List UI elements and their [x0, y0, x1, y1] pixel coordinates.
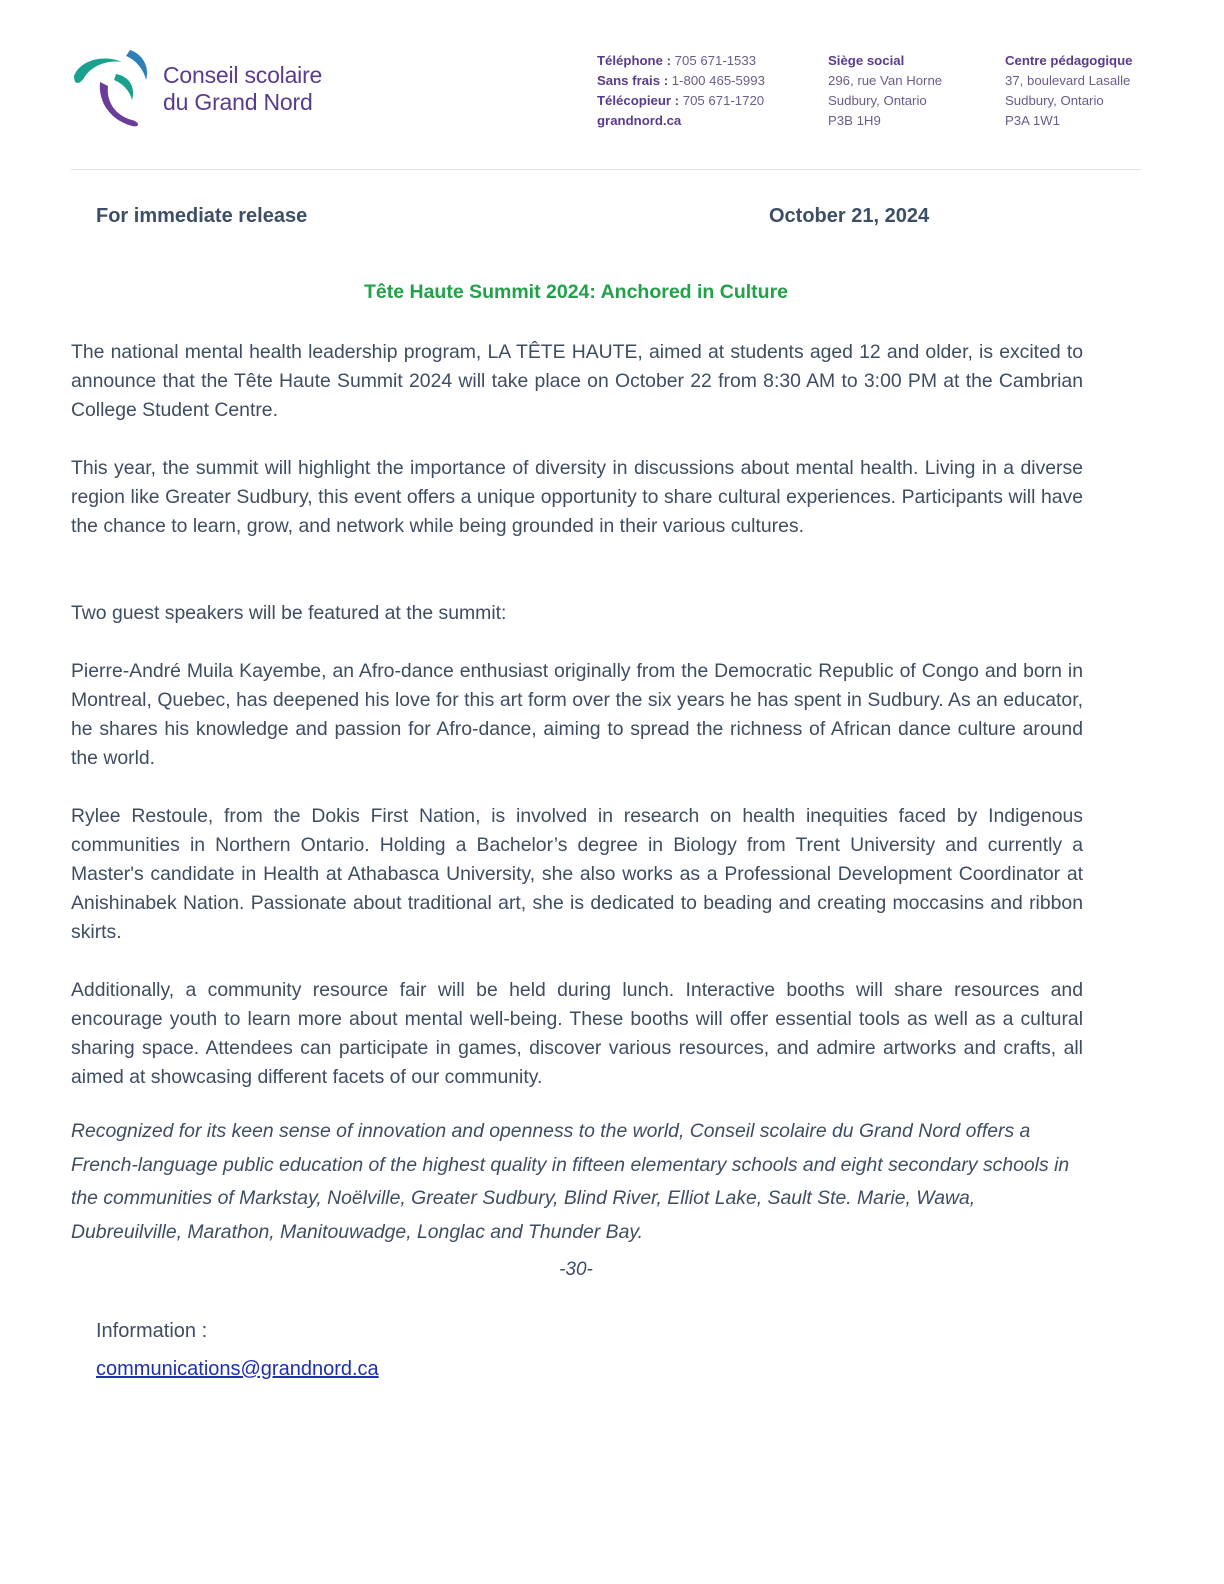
website-link[interactable]: grandnord.ca — [597, 113, 682, 128]
release-date: October 21, 2024 — [769, 205, 930, 227]
head-office-title: Siège social — [828, 53, 905, 68]
logo-line-2: du Grand Nord — [163, 89, 313, 115]
phone-value: 705 671-1533 — [671, 53, 757, 68]
head-office-postal: P3B 1H9 — [828, 113, 881, 128]
head-office-block — [828, 51, 942, 131]
tollfree-value: 1-800 465-5993 — [668, 73, 765, 88]
fax-value: 705 671-1720 — [679, 93, 765, 108]
about-paragraph: Recognized for its keen sense of innovation and openness to the world, Conseil scolaire du Grand Nord offers a French-language public education of the highest quality in fifteen elementary schools and eight secondary schools in the communities of Markstay, Noëlville, Greater Sudbury, Blind River, Elliot Lake, Sault Ste. Marie, Wawa, Dubreuilville, Marathon, Manitouwadge, Longlac and Thunder Bay. — [71, 1120, 1070, 1243]
contact-block — [597, 51, 765, 131]
paragraph-resource-fair: Additionally, a community resource fair will be held during lunch. Interactive booths will share resources and encourage youth to learn more about mental well-being. These booths will offer essential tools as well as a cultural sharing space. Attendees can participate in games, discover various resources, and admire artworks and crafts, all aimed at showcasing different facets of our community. — [71, 979, 1083, 1088]
paragraph-intro: The national mental health leadership program, LA TÊTE HAUTE, aimed at students aged 12 and older, is excited to announce that the Tête Haute Summit 2024 will take place on October 22 from 8:30 AM to 3:00 PM at the Cambrian College Student Centre. — [71, 341, 1083, 421]
logo-line-1: Conseil scolaire — [163, 62, 323, 88]
email-link[interactable]: communications@grandnord.ca — [96, 1358, 379, 1380]
logo-icon — [70, 46, 156, 132]
tollfree-label: Sans frais : — [597, 73, 669, 88]
head-office-street: 296, rue Van Horne — [828, 73, 943, 88]
logo — [70, 46, 370, 136]
paragraph-speaker-1: Pierre-André Muila Kayembe, an Afro-dance enthusiast originally from the Democratic Republic of Congo and born in Montreal, Quebec, has deepened his love for this art form over the six years he has spent in Sudbury. As an educator, he shares his knowledge and passion for Afro-dance, aiming to spread the richness of African dance culture around the world. — [71, 660, 1083, 769]
paragraph-diversity: This year, the summit will highlight the importance of diversity in discussions about mental health. Living in a diverse region like Greater Sudbury, this event offers a unique opportunity to share cultural experiences. Participants will have the chance to learn, grow, and network while being grounded in their various cultures. — [71, 457, 1083, 537]
release-title: Tête Haute Summit 2024: Anchored in Culture — [363, 281, 789, 303]
phone-label: Téléphone : — [597, 53, 671, 68]
education-centre-title: Centre pédagogique — [1005, 53, 1133, 68]
education-centre-city: Sudbury, Ontario — [1005, 93, 1104, 108]
head-office-city: Sudbury, Ontario — [828, 93, 927, 108]
header-divider — [71, 169, 1141, 170]
education-centre-street: 37, boulevard Lasalle — [1005, 73, 1131, 88]
education-centre-postal: P3A 1W1 — [1005, 113, 1060, 128]
release-label: For immediate release — [96, 205, 308, 227]
end-mark: -30- — [559, 1259, 593, 1280]
fax-label: Télécopieur : — [597, 93, 680, 108]
paragraph-speakers-intro: Two guest speakers will be featured at the summit: — [71, 602, 507, 624]
info-label: Information : — [96, 1320, 208, 1342]
paragraph-speaker-2: Rylee Restoule, from the Dokis First Nation, is involved in research on health inequities faced by Indigenous communities in Northern Ontario. Holding a Bachelor’s degree in Biology from Trent University and currently a Master's candidate in Health at Athabasca University, she also works as a Professional Development Coordinator at Anishinabek Nation. Passionate about traditional art, she is dedicated to beading and creating moccasins and ribbon skirts. — [71, 805, 1083, 943]
education-centre-block — [1005, 51, 1133, 131]
